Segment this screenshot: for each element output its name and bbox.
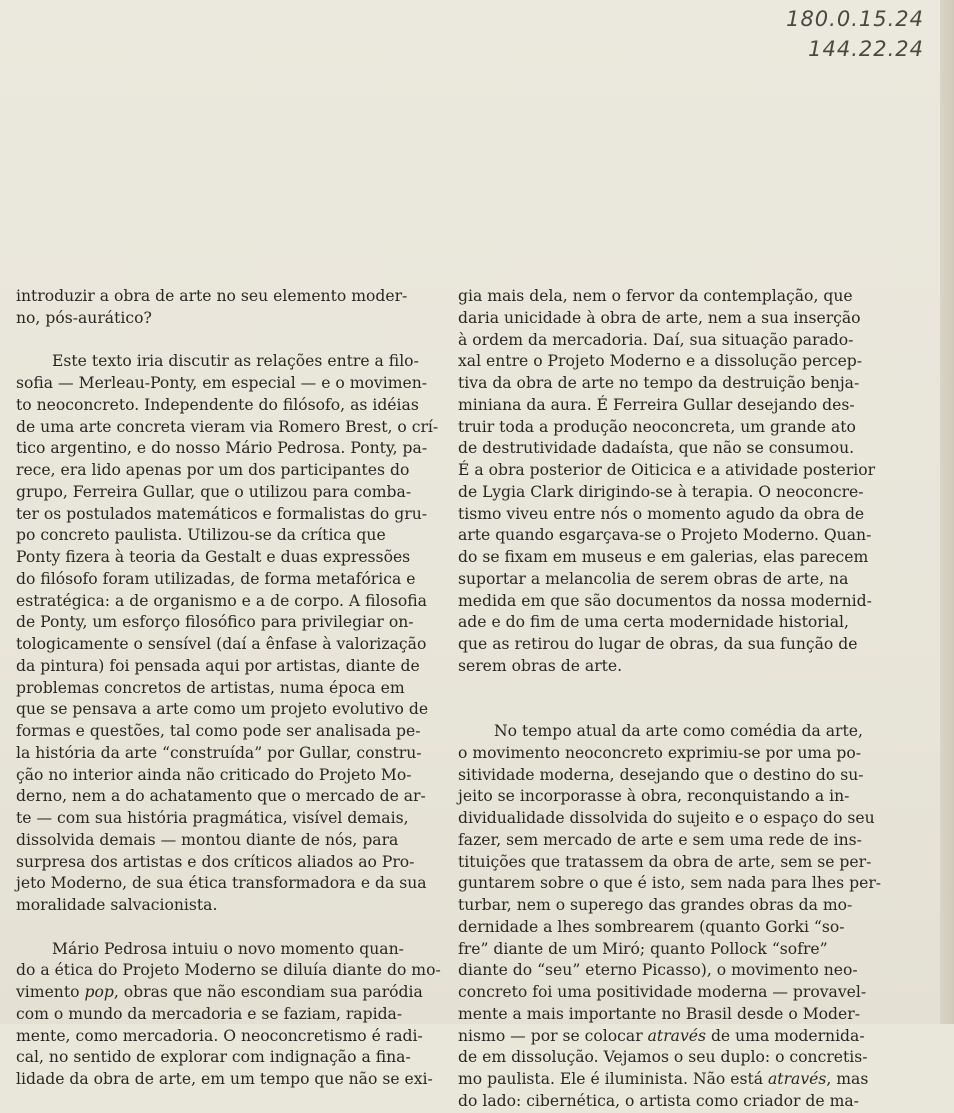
text-line: concreto foi uma positividade moderna — provavel-: [458, 983, 867, 1001]
text-line: à ordem da mercadoria. Daí, sua situação parado-: [458, 330, 854, 349]
text-line: de uma arte concreta vieram via Romero Brest, o crí-: [16, 417, 439, 436]
text-line: de Lygia Clark dirigindo-se à terapia. O neoconcre-: [458, 482, 864, 501]
text-line: mo paulista. Ele é iluminista. Não está através, mas: [458, 1070, 869, 1088]
text-line: derno, nem a do achatamento que o mercado de ar-: [16, 787, 426, 806]
text-line: suportar a melancolia de serem obras de arte, na: [458, 569, 849, 588]
paragraph-gap: [458, 699, 888, 721]
text-line: nismo — por se colocar através de uma modernida-: [458, 1026, 865, 1045]
text-line: moralidade salvacionista.: [16, 896, 218, 914]
text-line: po concreto paulista. Utilizou-se da crítica que: [16, 526, 386, 545]
text-line: arte quando esgarçava-se o Projeto Moderno. Quan-: [458, 526, 872, 545]
catalog-annotation: [786, 4, 924, 64]
text-line: daria unicidade à obra de arte, nem a sua inserção: [458, 308, 861, 327]
text-line: ção no interior ainda não criticado do Projeto Mo-: [16, 765, 412, 784]
text-line: do a ética do Projeto Moderno se diluía diante do mo-: [16, 961, 441, 980]
text-line: de Ponty, um esforço filosófico para privilegiar on-: [16, 613, 414, 632]
text-line: cal, no sentido de explorar com indignação a fina-: [16, 1048, 411, 1067]
text-line: o movimento neoconcreto exprimiu-se por uma po-: [458, 743, 862, 762]
text-line: de em dissolução. Vejamos o seu duplo: o concretis-: [458, 1048, 868, 1067]
text-line: do lado: cibernética, o artista como criador de ma-: [458, 1091, 859, 1110]
text-line: Ponty fizera à teoria da Gestalt e duas expressões: [16, 548, 411, 566]
text-line: Este texto iria discutir as relações entre a filo-: [52, 352, 419, 371]
text-line: tituições que tratassem da obra de arte, sem se per-: [458, 852, 872, 871]
text-line: serem obras de arte.: [458, 656, 623, 675]
text-line: diante do “seu” eterno Picasso), o movimento neo-: [458, 961, 858, 980]
text-line: medida em que são documentos da nossa modernid-: [458, 591, 872, 610]
text-column-left: [16, 286, 446, 1091]
text-line: fre” diante de um Miró; quanto Pollock “sofre”: [458, 939, 828, 958]
text-line: que as retirou do lugar de obras, da sua função de: [458, 635, 858, 653]
text-line: mente a mais importante no Brasil desde o Moder-: [458, 1004, 860, 1023]
text-line: te — com sua história pragmática, visível demais,: [16, 809, 409, 827]
text-line: no, pós-aurático?: [16, 308, 152, 327]
text-line: xal entre o Projeto Moderno e a dissolução percep-: [458, 352, 863, 371]
text-line: formas e questões, tal como pode ser analisada pe-: [16, 722, 421, 740]
text-line: ade e do fim de uma certa modernidade historial,: [458, 613, 849, 632]
catalog-number-2: 144.22.24: [808, 37, 924, 61]
paragraph-gap: [16, 917, 446, 939]
catalog-number-1: 180.0.15.24: [786, 7, 924, 31]
paragraph-gap: [16, 330, 446, 352]
text-line: vimento pop, obras que não escondiam sua paródia: [16, 983, 423, 1001]
text-line: ter os postulados matemáticos e formalistas do gru-: [16, 504, 428, 523]
text-line: do se fixam em museus e em galerias, elas parecem: [458, 548, 869, 566]
paragraph-gap: [458, 678, 888, 700]
text-line: introduzir a obra de arte no seu elemento moder-: [16, 287, 408, 305]
text-line: No tempo atual da arte como comédia da arte,: [494, 722, 863, 740]
text-line: tismo viveu entre nós o momento agudo da obra de: [458, 504, 865, 523]
text-line: jeto Moderno, de sua ética transformadora e da sua: [16, 874, 427, 893]
text-line: estratégica: a de organismo e a de corpo. A filosofia: [16, 591, 427, 610]
text-line: de destrutividade dadaísta, que não se consumou.: [458, 439, 855, 458]
text-line: do filósofo foram utilizadas, de forma metafórica e: [16, 569, 416, 588]
text-line: É a obra posterior de Oiticica e a atividade posterior: [458, 461, 876, 479]
text-line: problemas concretos de artistas, numa época em: [16, 678, 405, 697]
text-line: rece, era lido apenas por um dos participantes do: [16, 461, 410, 479]
text-line: Mário Pedrosa intuiu o novo momento quan-: [52, 939, 404, 958]
text-line: guntarem sobre o que é isto, sem nada para lhes per-: [458, 874, 882, 893]
text-line: sitividade moderna, desejando que o destino do su-: [458, 765, 864, 784]
text-line: dividualidade dissolvida do sujeito e o espaço do seu: [458, 809, 875, 827]
text-line: to neoconcreto. Independente do filósofo, as idéias: [16, 395, 419, 414]
text-column-right: [458, 286, 888, 1113]
text-line: que se pensava a arte como um projeto evolutivo de: [16, 700, 429, 719]
text-line: truir toda a produção neoconcreta, um grande ato: [458, 417, 856, 436]
text-line: fazer, sem mercado de arte e sem uma rede de ins-: [458, 830, 862, 849]
text-line: gia mais dela, nem o fervor da contemplação, que: [458, 287, 853, 305]
text-line: dissolvida demais — montou diante de nós, para: [16, 830, 399, 849]
text-line: lidade da obra de arte, em um tempo que não se exi-: [16, 1070, 433, 1088]
text-line: turbar, nem o superego das grandes obras da mo-: [458, 896, 853, 914]
text-line: com o mundo da mercadoria e se faziam, rapida-: [16, 1004, 403, 1023]
text-line: tiva da obra de arte no tempo da destruição benja-: [458, 374, 860, 392]
text-line: surpresa dos artistas e dos críticos aliados ao Pro-: [16, 852, 415, 871]
faint-stamp-mark: [22, 8, 142, 56]
text-line: dernidade a lhes sombrearem (quanto Gorki “so-: [458, 917, 845, 936]
text-line: miniana da aura. É Ferreira Gullar desejando des-: [458, 395, 855, 414]
text-line: tologicamente o sensível (daí a ênfase à valorização: [16, 635, 427, 653]
text-line: da pintura) foi pensada aqui por artistas, diante de: [16, 656, 420, 675]
text-line: jeito se incorporasse à obra, reconquistando a in-: [458, 787, 850, 806]
text-line: mente, como mercadoria. O neoconcretismo é radi-: [16, 1026, 423, 1045]
text-line: sofia — Merleau-Ponty, em especial — e o movimen-: [16, 374, 428, 392]
text-line: la história da arte “construída” por Gullar, constru-: [16, 743, 422, 762]
text-line: tico argentino, e do nosso Mário Pedrosa. Ponty, pa-: [16, 439, 428, 458]
text-line: grupo, Ferreira Gullar, que o utilizou para comba-: [16, 482, 412, 501]
page-edge: [940, 0, 954, 1024]
